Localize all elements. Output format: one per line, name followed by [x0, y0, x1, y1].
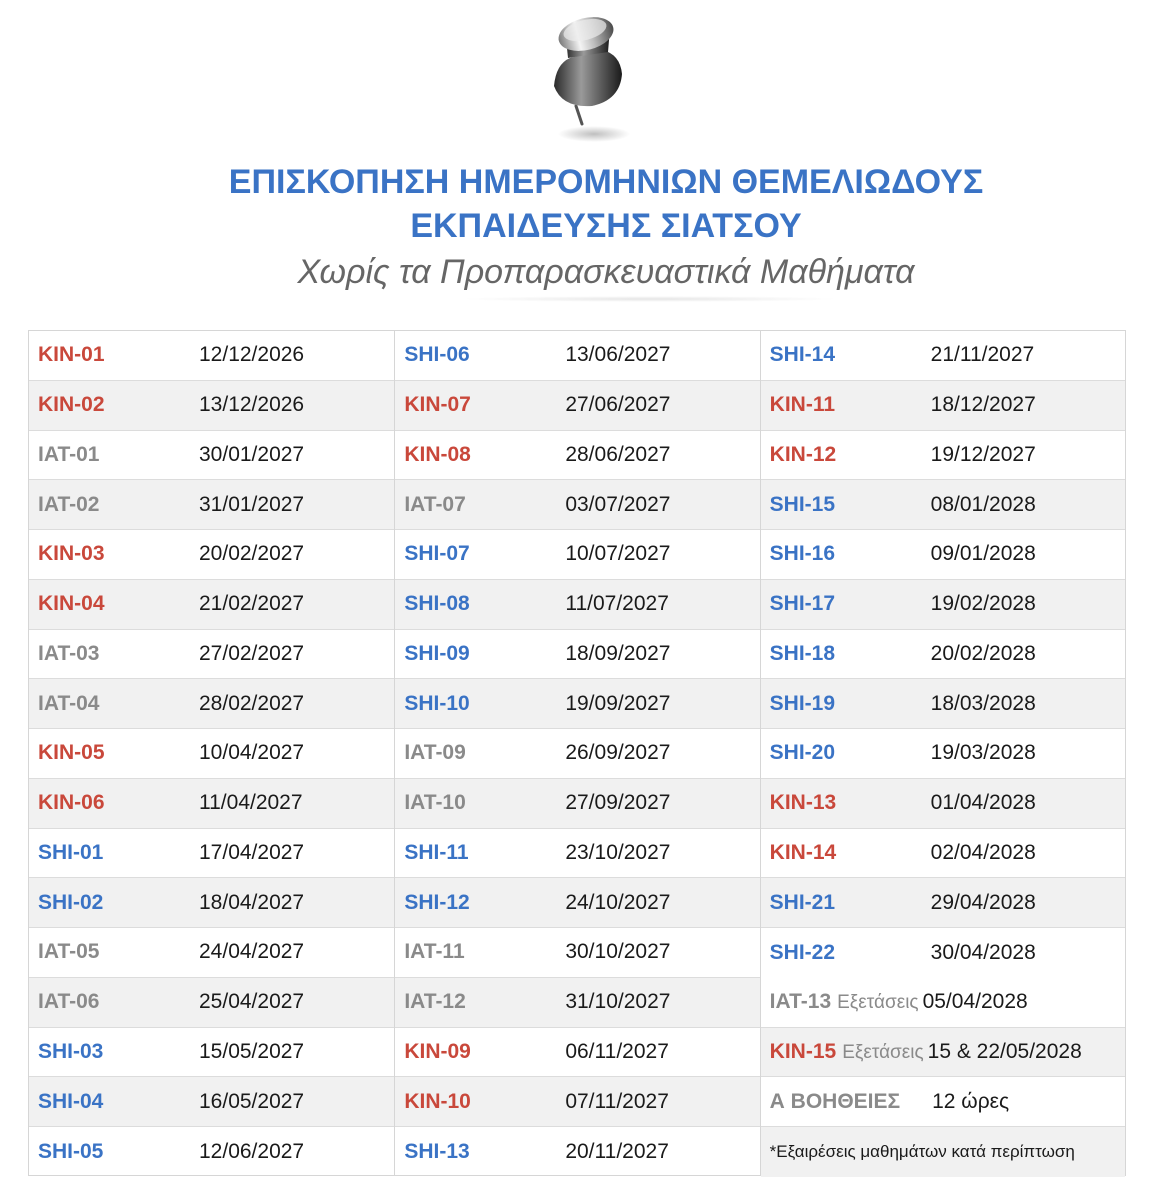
course-code: IAT-06 [38, 990, 100, 1014]
course-date: 18/04/2027 [199, 890, 305, 914]
course-code: KIN-13 [769, 791, 837, 815]
course-code: KIN-10 [404, 1089, 471, 1113]
course-date: 24/10/2027 [565, 890, 671, 914]
course-date: 13/06/2027 [565, 343, 671, 367]
course-code: SHI-18 [769, 641, 836, 665]
title-divider [460, 296, 840, 302]
course-code: SHI-06 [404, 343, 470, 367]
course-code: IAT-03 [38, 641, 100, 665]
course-code: KIN-12 [769, 442, 837, 466]
table-row [395, 928, 759, 978]
exam-row-kin15 [761, 1028, 1125, 1078]
course-code: KIN-03 [38, 542, 105, 566]
first-aid-row [761, 1077, 1125, 1127]
course-date: 17/04/2027 [199, 840, 305, 864]
course-date: 12/12/2026 [199, 343, 305, 367]
course-code: KIN-09 [404, 1039, 471, 1063]
course-code: SHI-17 [769, 592, 836, 616]
course-date: 19/02/2028 [930, 592, 1036, 616]
table-row [761, 331, 1125, 381]
schedule-table [28, 330, 1126, 1176]
course-date: 21/02/2027 [199, 592, 305, 616]
page-title-line1: ΕΠΙΣΚΟΠΗΣΗ ΗΜΕΡΟΜΗΝΙΩΝ ΘΕΜΕΛΙΩΔΟΥΣ [228, 163, 984, 201]
table-row [395, 630, 759, 680]
course-code: SHI-07 [404, 542, 470, 566]
table-row [395, 431, 759, 481]
course-code: SHI-10 [404, 691, 470, 715]
course-date: 18/03/2028 [930, 691, 1036, 715]
table-row [29, 729, 394, 779]
course-code: SHI-19 [769, 691, 836, 715]
course-code: KIN-14 [769, 840, 837, 864]
table-row [761, 630, 1125, 680]
course-date: 20/02/2028 [930, 641, 1036, 665]
first-aid-hours: 12 ώρες [932, 1089, 1010, 1113]
course-date: 05/04/2028 [922, 990, 1028, 1014]
table-row [29, 829, 394, 879]
course-date: 07/11/2027 [565, 1089, 669, 1113]
table-row [395, 878, 759, 928]
table-row [395, 480, 759, 530]
course-code: IAT-04 [38, 691, 100, 715]
table-row [29, 381, 394, 431]
table-row [761, 729, 1125, 779]
course-date: 31/10/2027 [565, 990, 671, 1014]
table-row [395, 829, 759, 879]
table-row [395, 580, 759, 630]
course-code: SHI-20 [769, 741, 836, 765]
course-code: KIN-11 [769, 393, 836, 417]
table-row [395, 1127, 759, 1177]
course-date: 28/02/2027 [199, 691, 305, 715]
course-date: 24/04/2027 [199, 940, 305, 964]
course-date: 28/06/2027 [565, 442, 671, 466]
table-row [29, 679, 394, 729]
schedule-column-1 [29, 331, 394, 1175]
table-row [761, 928, 1125, 978]
table-row [29, 1077, 394, 1127]
table-row [761, 381, 1125, 431]
course-code: IAT-12 [404, 990, 466, 1014]
first-aid-label: Α ΒΟΗΘΕΙΕΣ [769, 1089, 901, 1113]
course-date: 30/10/2027 [565, 940, 671, 964]
course-date: 01/04/2028 [930, 791, 1036, 815]
course-date: 02/04/2028 [930, 840, 1036, 864]
course-date: 09/01/2028 [930, 542, 1036, 566]
course-code: KIN-15 [769, 1039, 837, 1063]
table-row [761, 829, 1125, 879]
course-date: 18/12/2027 [930, 393, 1036, 417]
course-code: IAT-13 [769, 990, 832, 1014]
course-date: 10/07/2027 [565, 542, 671, 566]
course-code: KIN-07 [404, 393, 471, 417]
exam-note: Εξετάσεις [837, 992, 919, 1014]
table-row [29, 878, 394, 928]
course-code: IAT-11 [404, 940, 465, 964]
course-date: 18/09/2027 [565, 641, 671, 665]
course-code: SHI-15 [769, 492, 836, 516]
course-date: 15 & 22/05/2028 [927, 1039, 1082, 1063]
course-date: 31/01/2027 [199, 492, 305, 516]
table-row [29, 331, 394, 381]
course-date: 25/04/2027 [199, 990, 305, 1014]
footnote: *Εξαιρέσεις μαθημάτων κατά περίπτωση [769, 1141, 1075, 1161]
course-code: SHI-22 [769, 940, 836, 964]
course-date: 23/10/2027 [565, 840, 671, 864]
course-date: 19/12/2027 [930, 442, 1036, 466]
course-date: 19/09/2027 [565, 691, 671, 715]
course-date: 16/05/2027 [199, 1089, 305, 1113]
course-date: 03/07/2027 [565, 492, 671, 516]
table-row [395, 779, 759, 829]
table-row [395, 978, 759, 1028]
course-date: 13/12/2026 [199, 393, 305, 417]
footnote-row [761, 1127, 1125, 1177]
course-code: SHI-12 [404, 890, 470, 914]
table-row [395, 381, 759, 431]
table-row [29, 530, 394, 580]
course-date: 30/01/2027 [199, 442, 305, 466]
course-code: SHI-09 [404, 641, 470, 665]
table-row [29, 431, 394, 481]
table-row [395, 679, 759, 729]
course-code: SHI-03 [38, 1039, 104, 1063]
course-date: 29/04/2028 [930, 890, 1036, 914]
table-row [29, 630, 394, 680]
exam-row-iat13 [761, 978, 1125, 1028]
table-row [395, 530, 759, 580]
course-code: SHI-02 [38, 890, 104, 914]
page-subtitle: Χωρίς τα Προπαρασκευαστικά Μαθήματα [297, 253, 915, 291]
course-date: 11/07/2027 [565, 592, 669, 616]
course-code: KIN-08 [404, 442, 471, 466]
course-code: SHI-08 [404, 592, 470, 616]
table-row [761, 580, 1125, 630]
course-date: 08/01/2028 [930, 492, 1036, 516]
schedule-column-2 [394, 331, 759, 1175]
table-row [29, 1127, 394, 1177]
course-code: SHI-05 [38, 1139, 104, 1163]
course-code: IAT-05 [38, 940, 100, 964]
table-row [395, 729, 759, 779]
table-row [395, 331, 759, 381]
table-row [761, 431, 1125, 481]
table-row [761, 530, 1125, 580]
course-code: KIN-01 [38, 343, 105, 367]
schedule-column-3 [760, 331, 1125, 1175]
course-date: 27/02/2027 [199, 641, 305, 665]
table-row [761, 679, 1125, 729]
course-date: 12/06/2027 [199, 1139, 305, 1163]
course-date: 27/09/2027 [565, 791, 671, 815]
table-row [761, 779, 1125, 829]
course-date: 30/04/2028 [930, 940, 1036, 964]
course-date: 21/11/2027 [930, 343, 1035, 367]
course-date: 15/05/2027 [199, 1039, 305, 1063]
table-row [29, 480, 394, 530]
course-code: KIN-02 [38, 393, 105, 417]
table-row [29, 580, 394, 630]
course-code: KIN-04 [38, 592, 105, 616]
course-date: 19/03/2028 [930, 741, 1036, 765]
table-row [761, 480, 1125, 530]
course-date: 11/04/2027 [199, 791, 303, 815]
course-code: SHI-16 [769, 542, 836, 566]
table-row [29, 779, 394, 829]
course-date: 10/04/2027 [199, 741, 305, 765]
course-code: IAT-07 [404, 492, 466, 516]
table-row [761, 878, 1125, 928]
table-row [395, 1028, 759, 1078]
course-date: 06/11/2027 [565, 1039, 669, 1063]
course-date: 20/11/2027 [565, 1139, 669, 1163]
table-row [29, 978, 394, 1028]
course-code: KIN-06 [38, 791, 105, 815]
course-code: SHI-11 [404, 840, 469, 864]
course-date: 27/06/2027 [565, 393, 671, 417]
course-code: SHI-04 [38, 1089, 104, 1113]
course-code: SHI-13 [404, 1139, 470, 1163]
table-row [29, 1028, 394, 1078]
course-code: IAT-10 [404, 791, 466, 815]
pushpin-icon [536, 8, 646, 148]
exam-note: Εξετάσεις [842, 1041, 924, 1063]
course-code: IAT-02 [38, 492, 100, 516]
table-row [395, 1077, 759, 1127]
course-code: KIN-05 [38, 741, 105, 765]
course-code: IAT-01 [38, 442, 100, 466]
course-date: 26/09/2027 [565, 741, 671, 765]
course-code: SHI-21 [769, 890, 836, 914]
course-code: SHI-01 [38, 840, 104, 864]
course-code: SHI-14 [769, 343, 836, 367]
course-date: 20/02/2027 [199, 542, 305, 566]
course-code: IAT-09 [404, 741, 466, 765]
page-title-line2: ΕΚΠΑΙΔΕΥΣΗΣ ΣΙΑΤΣΟΥ [410, 207, 802, 245]
table-row [29, 928, 394, 978]
